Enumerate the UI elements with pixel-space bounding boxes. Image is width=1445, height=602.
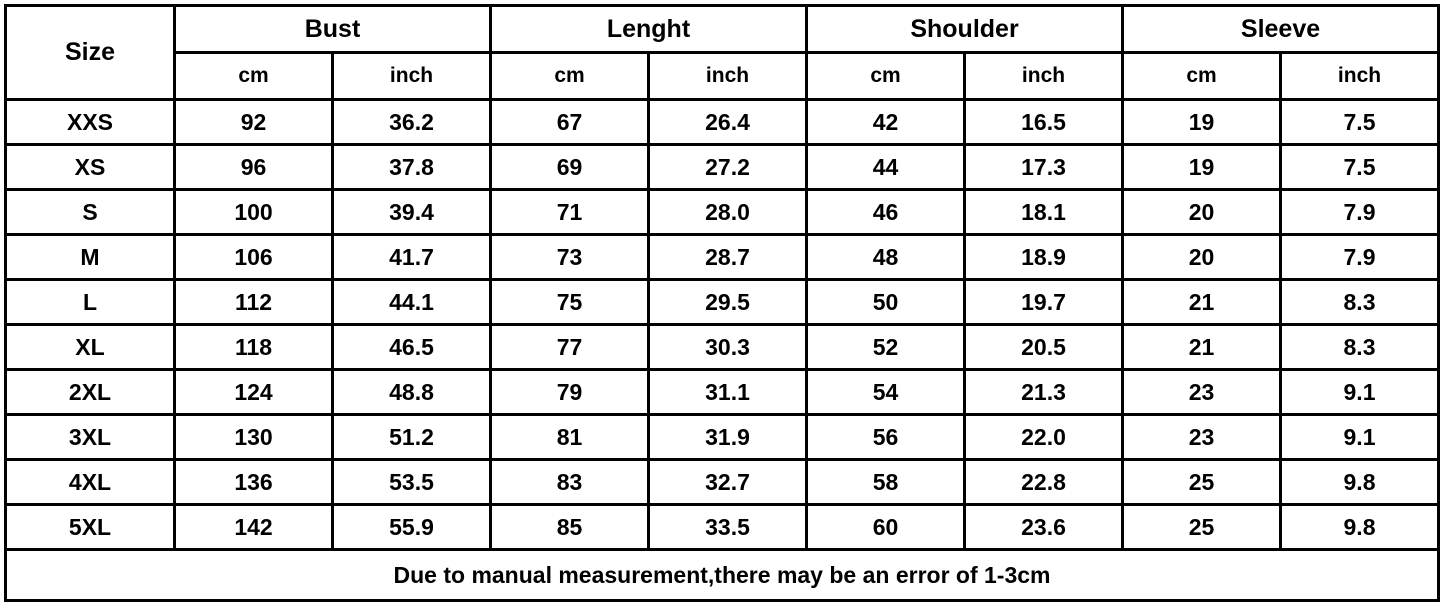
cell-sleeve-cm: 21 xyxy=(1123,280,1281,325)
cell-bust-inch: 37.8 xyxy=(333,145,491,190)
table-body xyxy=(6,100,1439,601)
cell-lenght-cm: 75 xyxy=(491,280,649,325)
cell-bust-cm: 100 xyxy=(175,190,333,235)
header-group-bust: Bust xyxy=(175,6,491,53)
cell-bust-inch: 39.4 xyxy=(333,190,491,235)
table-row xyxy=(6,415,1439,460)
header-unit-lenght-cm: cm xyxy=(491,53,649,100)
cell-sleeve-inch: 7.9 xyxy=(1281,235,1439,280)
header-unit-shoulder-cm: cm xyxy=(807,53,965,100)
header-unit-sleeve-cm: cm xyxy=(1123,53,1281,100)
cell-bust-cm: 124 xyxy=(175,370,333,415)
header-unit-sleeve-inch: inch xyxy=(1281,53,1439,100)
table-row xyxy=(6,460,1439,505)
size-chart-table xyxy=(4,4,1440,602)
cell-bust-cm: 106 xyxy=(175,235,333,280)
note-row xyxy=(6,550,1439,601)
cell-sleeve-inch: 7.5 xyxy=(1281,100,1439,145)
cell-shoulder-cm: 46 xyxy=(807,190,965,235)
cell-lenght-inch: 32.7 xyxy=(649,460,807,505)
cell-shoulder-inch: 22.0 xyxy=(965,415,1123,460)
cell-shoulder-inch: 19.7 xyxy=(965,280,1123,325)
cell-sleeve-inch: 7.9 xyxy=(1281,190,1439,235)
cell-shoulder-cm: 42 xyxy=(807,100,965,145)
row-size: XL xyxy=(6,325,175,370)
cell-sleeve-cm: 23 xyxy=(1123,370,1281,415)
cell-lenght-inch: 29.5 xyxy=(649,280,807,325)
cell-shoulder-cm: 58 xyxy=(807,460,965,505)
cell-lenght-cm: 83 xyxy=(491,460,649,505)
cell-lenght-cm: 73 xyxy=(491,235,649,280)
header-group-shoulder: Shoulder xyxy=(807,6,1123,53)
header-row-groups xyxy=(6,6,1439,53)
cell-bust-cm: 92 xyxy=(175,100,333,145)
table-row xyxy=(6,325,1439,370)
cell-lenght-cm: 71 xyxy=(491,190,649,235)
cell-shoulder-cm: 52 xyxy=(807,325,965,370)
cell-lenght-cm: 69 xyxy=(491,145,649,190)
table-row xyxy=(6,190,1439,235)
table-row xyxy=(6,370,1439,415)
row-size: 4XL xyxy=(6,460,175,505)
header-unit-shoulder-inch: inch xyxy=(965,53,1123,100)
cell-bust-cm: 118 xyxy=(175,325,333,370)
cell-sleeve-cm: 19 xyxy=(1123,100,1281,145)
table-row xyxy=(6,145,1439,190)
row-size: 2XL xyxy=(6,370,175,415)
cell-sleeve-inch: 9.8 xyxy=(1281,460,1439,505)
header-group-sleeve: Sleeve xyxy=(1123,6,1439,53)
row-size: 5XL xyxy=(6,505,175,550)
table-row xyxy=(6,100,1439,145)
table-row xyxy=(6,280,1439,325)
cell-lenght-inch: 31.1 xyxy=(649,370,807,415)
cell-sleeve-inch: 9.8 xyxy=(1281,505,1439,550)
cell-lenght-inch: 27.2 xyxy=(649,145,807,190)
header-group-lenght: Lenght xyxy=(491,6,807,53)
cell-bust-inch: 48.8 xyxy=(333,370,491,415)
header-unit-bust-inch: inch xyxy=(333,53,491,100)
cell-sleeve-cm: 25 xyxy=(1123,460,1281,505)
table-row xyxy=(6,505,1439,550)
cell-bust-cm: 96 xyxy=(175,145,333,190)
cell-bust-cm: 142 xyxy=(175,505,333,550)
row-size: 3XL xyxy=(6,415,175,460)
cell-shoulder-cm: 50 xyxy=(807,280,965,325)
cell-sleeve-inch: 9.1 xyxy=(1281,370,1439,415)
cell-bust-inch: 41.7 xyxy=(333,235,491,280)
cell-lenght-inch: 33.5 xyxy=(649,505,807,550)
cell-shoulder-cm: 56 xyxy=(807,415,965,460)
cell-lenght-inch: 26.4 xyxy=(649,100,807,145)
cell-sleeve-cm: 21 xyxy=(1123,325,1281,370)
size-chart-sheet xyxy=(0,4,1445,588)
row-size: L xyxy=(6,280,175,325)
cell-sleeve-cm: 23 xyxy=(1123,415,1281,460)
row-size: M xyxy=(6,235,175,280)
cell-lenght-inch: 30.3 xyxy=(649,325,807,370)
cell-bust-cm: 112 xyxy=(175,280,333,325)
cell-lenght-cm: 85 xyxy=(491,505,649,550)
table-header xyxy=(6,6,1439,100)
cell-bust-inch: 53.5 xyxy=(333,460,491,505)
cell-shoulder-inch: 20.5 xyxy=(965,325,1123,370)
header-row-units xyxy=(6,53,1439,100)
cell-lenght-cm: 81 xyxy=(491,415,649,460)
cell-shoulder-inch: 21.3 xyxy=(965,370,1123,415)
header-unit-bust-cm: cm xyxy=(175,53,333,100)
cell-sleeve-inch: 7.5 xyxy=(1281,145,1439,190)
row-size: S xyxy=(6,190,175,235)
cell-sleeve-cm: 20 xyxy=(1123,235,1281,280)
cell-shoulder-inch: 16.5 xyxy=(965,100,1123,145)
row-size: XS xyxy=(6,145,175,190)
measurement-note: Due to manual measurement,there may be an error of 1-3cm xyxy=(6,550,1439,601)
cell-sleeve-inch: 8.3 xyxy=(1281,280,1439,325)
cell-lenght-cm: 77 xyxy=(491,325,649,370)
cell-shoulder-cm: 60 xyxy=(807,505,965,550)
cell-shoulder-cm: 48 xyxy=(807,235,965,280)
cell-lenght-cm: 67 xyxy=(491,100,649,145)
cell-sleeve-inch: 9.1 xyxy=(1281,415,1439,460)
cell-lenght-inch: 28.0 xyxy=(649,190,807,235)
cell-shoulder-inch: 18.1 xyxy=(965,190,1123,235)
cell-bust-cm: 130 xyxy=(175,415,333,460)
cell-shoulder-inch: 18.9 xyxy=(965,235,1123,280)
cell-shoulder-cm: 54 xyxy=(807,370,965,415)
row-size: XXS xyxy=(6,100,175,145)
cell-shoulder-cm: 44 xyxy=(807,145,965,190)
cell-bust-inch: 36.2 xyxy=(333,100,491,145)
cell-bust-inch: 55.9 xyxy=(333,505,491,550)
table-row xyxy=(6,235,1439,280)
cell-shoulder-inch: 17.3 xyxy=(965,145,1123,190)
cell-bust-inch: 51.2 xyxy=(333,415,491,460)
cell-shoulder-inch: 23.6 xyxy=(965,505,1123,550)
cell-shoulder-inch: 22.8 xyxy=(965,460,1123,505)
cell-sleeve-cm: 19 xyxy=(1123,145,1281,190)
cell-sleeve-cm: 25 xyxy=(1123,505,1281,550)
cell-bust-inch: 44.1 xyxy=(333,280,491,325)
cell-lenght-inch: 28.7 xyxy=(649,235,807,280)
header-size: Size xyxy=(6,6,175,100)
cell-sleeve-inch: 8.3 xyxy=(1281,325,1439,370)
cell-lenght-cm: 79 xyxy=(491,370,649,415)
cell-bust-inch: 46.5 xyxy=(333,325,491,370)
cell-lenght-inch: 31.9 xyxy=(649,415,807,460)
cell-sleeve-cm: 20 xyxy=(1123,190,1281,235)
header-unit-lenght-inch: inch xyxy=(649,53,807,100)
cell-bust-cm: 136 xyxy=(175,460,333,505)
